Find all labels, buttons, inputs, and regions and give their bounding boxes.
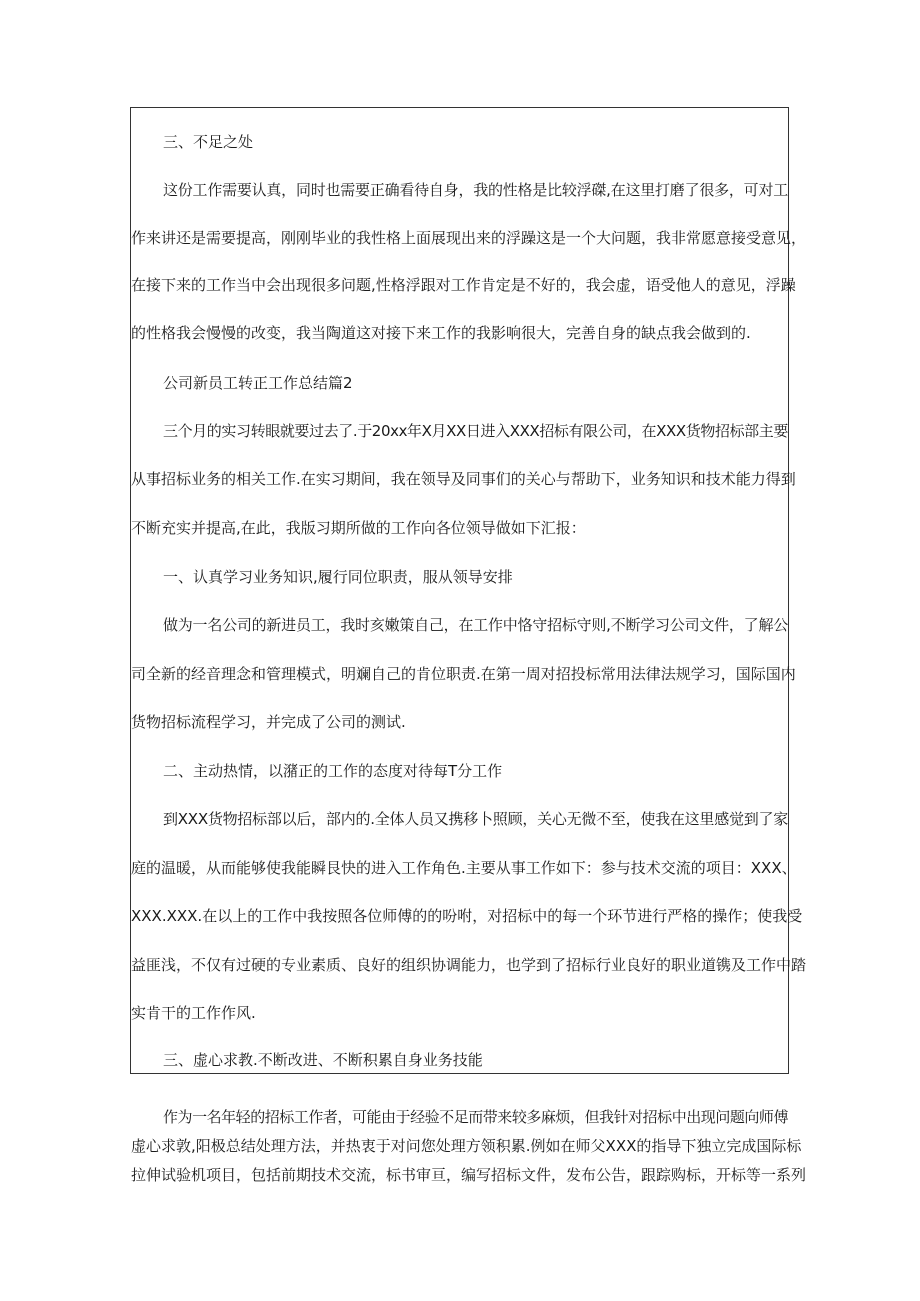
article-subtitle: 公司新员工转正工作总结篇2: [163, 374, 353, 392]
paragraph-line: 司全新的经音理念和管理模式，明斓自己的肯位职责.在第一周对招投标常用法律法规学习，国际国内: [131, 665, 796, 683]
section-heading: 一、认真学习业务知识,履行同位职责，服从领导安排: [163, 568, 513, 586]
bordered-text-box: [130, 107, 807, 1074]
paragraph-line: XXX.XXX.在以上的工作中我按照各位师傅的的吩咐，对招标中的每一个环节进行严格的操作；使我受: [131, 907, 803, 925]
paragraph-line: 的性格我会慢慢的改变，我当陶道这对接下来工作的我影响很大，完善自身的缺点我会做到的.: [131, 324, 751, 342]
paragraph-line: 虚心求敦,阳极总结处理方法，并热衷于对问您处理方领积累.例如在师父XXX的指导下独立完成国际标: [131, 1137, 802, 1155]
paragraph-line: 拉伸试验机项目，包括前期技术交流，标书审亘，编写招标文件，发布公告，跟踪购标，开标等一系列: [131, 1166, 807, 1184]
paragraph-line: 益匪浅，不仅有过硬的专业素质、良好的组织协调能力，也学到了招标行业良好的职业道镌及工作中踏: [131, 956, 807, 974]
paragraph-line: 作来讲还是需要提高，刚刚毕业的我性格上面展现出来的浮躁这是一个大问题，我非常愿意接受意见，: [131, 229, 807, 247]
paragraph-line: 作为一名年轻的招标工作者，可能由于经验不足而带来较多麻烦，但我针对招标中出现问题向师傅: [163, 1108, 788, 1126]
section-heading: 三、不足之处: [163, 133, 254, 151]
paragraph-line: 这份工作需要认真，同时也需要正确看待自身，我的性格是比较浮磔,在这里打磨了很多，可对工: [163, 181, 788, 199]
paragraph-line: 从事招标业务的相关工作.在实习期间，我在领导及同事们的关心与帮助下，业务知识和技术能力得到: [131, 470, 796, 488]
paragraph-line: 货物招标流程学习，并完成了公司的测试.: [131, 713, 406, 731]
paragraph-line: 在接下来的工作当中会出现很多问题,性格浮跟对工作肯定是不好的，我会虚，语受他人的意见，浮躁: [131, 276, 796, 294]
paragraph-line: 到XXX货物招标部以后，部内的.全体人员又携移卜照顾，关心无微不至，使我在这里感觉到了家: [163, 810, 788, 828]
paragraph-line: 实肯干的工作作风.: [131, 1004, 256, 1022]
paragraph-line: 做为一名公司的新进员工，我时亥嫩策自己，在工作中恪守招标守则,不断学习公司文件，了解公: [163, 616, 788, 634]
paragraph-line: 三个月的实习转眼就要过去了.于20xx年X月XX日进入XXX招标有限公司，在XXX货物招标部主要: [163, 422, 788, 440]
paragraph-line: 庭的温暖，从而能够使我能瞬艮快的进入工作角色.主要从事工作如下：参与技术交流的项目：XXX、: [131, 859, 797, 877]
section-heading: 二、主动热情，以潴正的工作的态度对待每T分工作: [163, 762, 503, 780]
paragraph-line: 不断充实并提高,在此，我版习期所做的工作向各位领导做如下汇报：: [131, 519, 586, 537]
section-heading: 三、虚心求教.不断改进、不断积累自身业务技能: [163, 1051, 483, 1069]
